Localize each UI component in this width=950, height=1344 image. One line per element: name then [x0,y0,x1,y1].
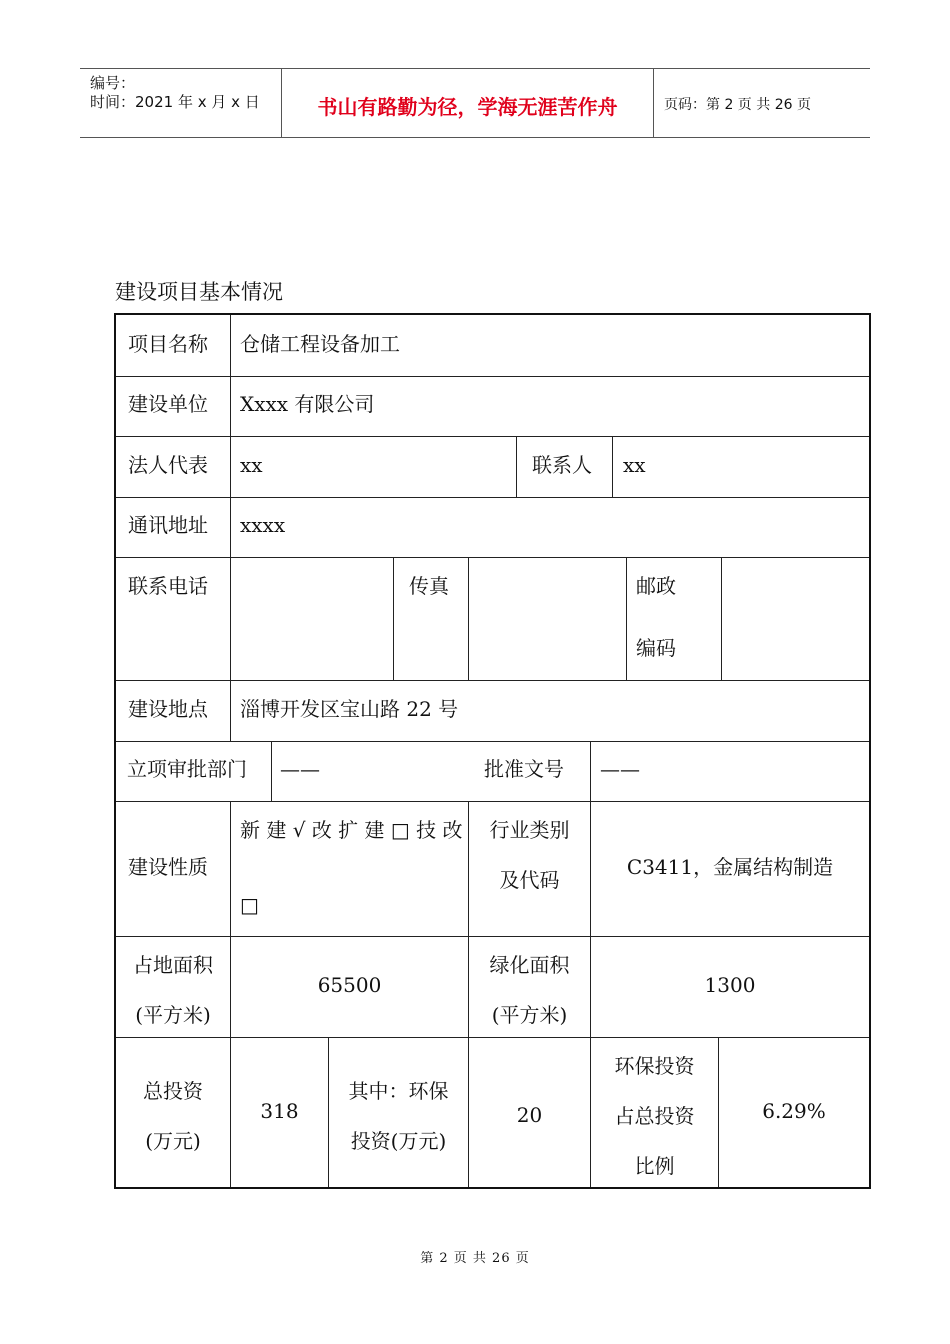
env-ratio-label-line3: 比例 [634,1154,675,1178]
header-meta [80,69,282,137]
col-divider [468,801,469,1187]
project-name-label: 项目名称 [128,332,208,356]
env-investment-value: 20 [516,1103,543,1127]
project-name-value: 仓储工程设备加工 [240,332,400,356]
green-area-label-line1: 绿化面积 [489,953,570,977]
page-header [80,68,870,138]
builder-label: 建设单位 [128,392,208,416]
green-area-label-line2: (平方米) [491,1003,568,1027]
col-divider [230,315,231,741]
phone-label: 联系电话 [128,574,208,598]
nature-value-line2: □ [240,893,259,917]
industry-value: C3411，金属结构制造 [626,855,834,879]
fax-label: 传真 [409,574,449,598]
postcode-label-line1: 邮政 [636,574,676,598]
industry-label-line2: 及代码 [499,868,560,892]
row-divider [116,557,869,558]
land-area-value: 65500 [317,973,382,997]
env-ratio-label-line2: 占总投资 [614,1104,695,1128]
row-divider [116,741,869,742]
col-divider [468,557,469,680]
postcode-label-line2: 编码 [636,636,676,660]
legal-rep-label: 法人代表 [128,453,208,477]
approval-dept-value: —— [280,757,320,781]
total-investment-label-line1: 总投资 [143,1079,203,1103]
header-page-info: 页码：第 2 页 共 26 页 [664,97,811,113]
contact-label: 联系人 [532,453,592,477]
address-value: xxxx [240,513,286,537]
env-ratio-value: 6.29% [762,1099,826,1123]
builder-value: Xxxx 有限公司 [240,392,375,416]
section-title: 建设项目基本情况 [115,280,283,304]
header-motto: 书山有路勤为径，学海无涯苦作舟 [317,95,618,119]
header-motto-cell [282,69,654,137]
approval-number-value: —— [600,757,640,781]
land-area-label-line1: 占地面积 [133,953,213,977]
row-divider [116,936,869,937]
industry-label-line1: 行业类别 [489,818,570,842]
page-footer: 第 2 页 共 26 页 [420,1251,530,1266]
col-divider [516,436,517,497]
col-divider [393,557,394,680]
row-divider [116,436,869,437]
nature-label: 建设性质 [128,855,208,879]
header-page-cell [654,69,870,137]
site-label: 建设地点 [128,697,208,721]
approval-number-label: 批准文号 [484,757,564,781]
env-ratio-label-line1: 环保投资 [614,1054,695,1078]
total-investment-value: 318 [260,1099,299,1123]
address-label: 通讯地址 [128,513,208,537]
col-divider [612,436,613,497]
project-info-table [114,313,871,1189]
env-investment-label-line1: 其中：环保 [348,1079,449,1103]
row-divider [116,376,869,377]
site-value: 淄博开发区宝山路 22 号 [240,697,459,721]
row-divider [116,801,869,802]
col-divider [626,557,627,680]
col-divider [271,741,272,801]
contact-value: xx [623,453,646,477]
nature-value-line1: 新 建 √ 改 扩 建 □ 技 改 [240,818,463,842]
doc-number-label: 编号： [90,74,136,92]
green-area-value: 1300 [704,973,756,997]
land-area-label-line2: (平方米) [135,1003,211,1027]
col-divider [721,557,722,680]
row-divider [116,680,869,681]
col-divider [328,1037,329,1187]
env-investment-label-line2: 投资(万元) [350,1129,447,1153]
legal-rep-value: xx [240,453,263,477]
total-investment-label-line2: (万元) [145,1129,201,1153]
row-divider [116,1037,869,1038]
approval-dept-label: 立项审批部门 [127,757,247,781]
date-label: 时间：2021 年 x 月 x 日 [90,93,260,111]
row-divider [116,497,869,498]
